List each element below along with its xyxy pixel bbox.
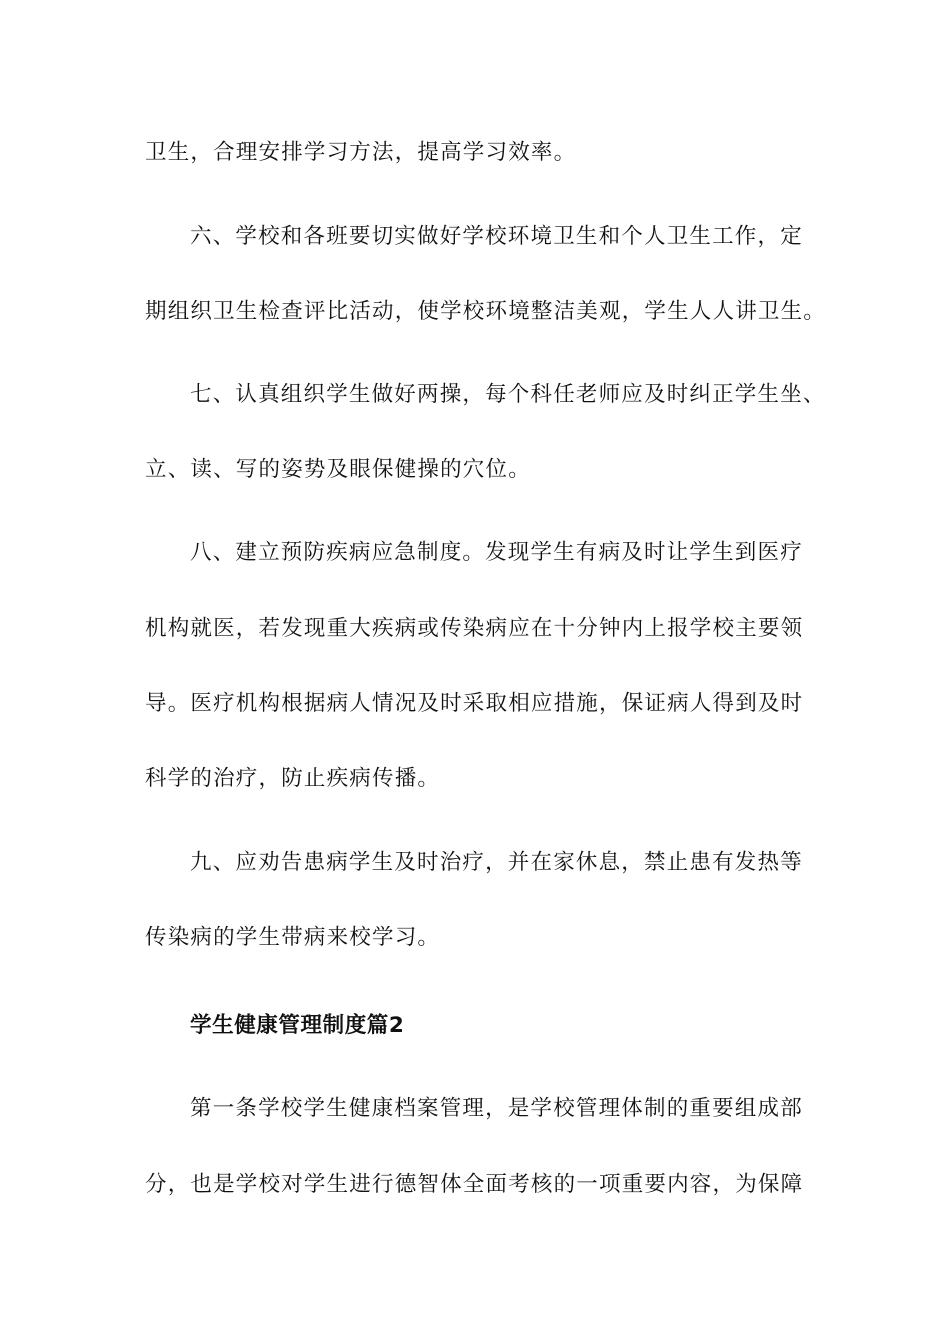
paragraph-line: 科学的治疗，防止疾病传播。 <box>145 766 441 791</box>
paragraph-line: 八、建立预防疾病应急制度。发现学生有病及时让学生到医疗 <box>190 540 803 565</box>
paragraph-line: 传染病的学生带病来校学习。 <box>145 925 441 950</box>
paragraph-line: 期组织卫生检查评比活动，使学校环境整洁美观，学生人人讲卫生。 <box>145 299 827 324</box>
paragraph-line: 分，也是学校对学生进行德智体全面考核的一项重要内容，为保障 <box>145 1172 804 1197</box>
paragraph-line: 六、学校和各班要切实做好学校环境卫生和个人卫生工作，定 <box>190 224 803 249</box>
paragraph-line: 机构就医，若发现重大疾病或传染病应在十分钟内上报学校主要领 <box>145 616 804 641</box>
paragraph-line: 导。医疗机构根据病人情况及时采取相应措施，保证病人得到及时 <box>145 691 804 716</box>
paragraph-line: 第一条学校学生健康档案管理，是学校管理体制的重要组成部 <box>190 1096 803 1121</box>
paragraph-line: 卫生，合理安排学习方法，提高学习效率。 <box>145 140 577 165</box>
paragraph-line: 七、认真组织学生做好两操，每个科任老师应及时纠正学生坐、 <box>190 382 826 407</box>
paragraph-line: 九、应劝告患病学生及时治疗，并在家休息，禁止患有发热等 <box>190 850 803 875</box>
paragraph-line: 立、读、写的姿势及眼保健操的穴位。 <box>145 457 531 482</box>
section-heading: 学生健康管理制度篇2 <box>190 1013 405 1038</box>
